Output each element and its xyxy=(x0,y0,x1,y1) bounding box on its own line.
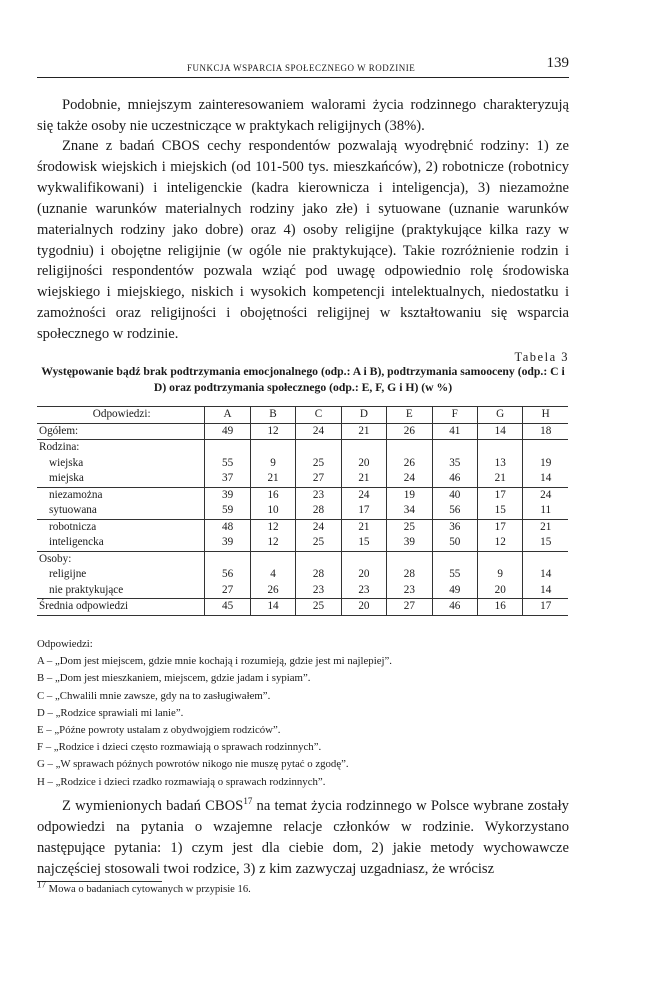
paragraph-3-rest: na temat życia rodzinnego w Polsce wybrane zostały odpowiedzi na pytania o wzajemne relacje członków w rodzinie. Wykorzystano następujące pytania: 1) czym jest dla ciebie dom, 2) jakie metody wychowawcze najczęściej stosowali twoi rodzice, 3) z kim zazwyczaj uzgadniasz, że wrócisz xyxy=(37,798,569,877)
page-number: 139 xyxy=(546,55,569,71)
cell: 25 xyxy=(296,599,341,616)
running-header xyxy=(37,55,569,78)
cell: 17 xyxy=(523,599,568,616)
cell: 55 xyxy=(432,567,477,583)
cell: 26 xyxy=(387,423,432,440)
legend-item: D – „Rodzice sprawiali mi lanie”. xyxy=(37,706,184,719)
cell: 15 xyxy=(341,535,386,551)
row-label: religijne xyxy=(49,568,87,580)
table-row xyxy=(37,599,568,616)
cell: 27 xyxy=(387,599,432,616)
cell: 49 xyxy=(205,423,250,440)
cell: 12 xyxy=(250,519,295,535)
cell: 23 xyxy=(341,583,386,599)
table-group-row xyxy=(37,440,568,456)
table-row xyxy=(37,471,568,487)
column-header: H xyxy=(523,407,568,424)
cell: 20 xyxy=(341,456,386,472)
table-header-label: Odpowiedzi: xyxy=(37,407,205,424)
cell: 28 xyxy=(387,567,432,583)
column-header: G xyxy=(478,407,523,424)
cell: 39 xyxy=(205,487,250,503)
row-label: niezamożna xyxy=(49,488,103,501)
cell: 19 xyxy=(387,487,432,503)
cell: 28 xyxy=(296,567,341,583)
cell: 35 xyxy=(432,456,477,472)
cell: 20 xyxy=(341,599,386,616)
footnote-text: Mowa o badaniach cytowanych w przypisie 16. xyxy=(48,884,251,895)
cell: 21 xyxy=(478,471,523,487)
column-header: C xyxy=(296,407,341,424)
cell: 23 xyxy=(387,583,432,599)
cell: 14 xyxy=(523,583,568,599)
cell: 24 xyxy=(296,519,341,535)
footnote xyxy=(37,879,251,895)
paragraph-3 xyxy=(37,796,569,880)
legend-item: C – „Chwalili mnie zawsze, gdy na to zasługiwałem”. xyxy=(37,689,271,702)
results-table xyxy=(37,406,568,616)
cell: 4 xyxy=(250,567,295,583)
cell: 12 xyxy=(250,535,295,551)
legend-item: A – „Dom jest miejscem, gdzie mnie kochają i rozumieją, gdzie jest mi najlepiej”. xyxy=(37,655,392,668)
table-row xyxy=(37,423,568,440)
cell: 13 xyxy=(478,456,523,472)
footnote-number: 17 xyxy=(37,879,46,890)
cell: 21 xyxy=(523,519,568,535)
row-label: Ogółem: xyxy=(37,423,205,440)
table-row xyxy=(37,567,568,583)
cell: 55 xyxy=(205,456,250,472)
legend-item: F – „Rodzice i dzieci często rozmawiają o sprawach rodzinnych”. xyxy=(37,741,322,754)
cell: 9 xyxy=(478,567,523,583)
cell: 18 xyxy=(523,423,568,440)
row-label: wiejska xyxy=(49,456,84,469)
cell: 15 xyxy=(523,535,568,551)
cell: 23 xyxy=(296,583,341,599)
cell: 10 xyxy=(250,503,295,519)
cell: 26 xyxy=(250,583,295,599)
legend-item: G – „W sprawach późnych powrotów nikogo nie muszę pytać o zgodę”. xyxy=(37,758,349,771)
table-label: Tabela 3 xyxy=(514,350,569,364)
legend-item: H – „Rodzice i dzieci rzadko rozmawiają o sprawach rodzinnych”. xyxy=(37,775,326,788)
cell: 16 xyxy=(250,487,295,503)
cell: 24 xyxy=(387,471,432,487)
table-row xyxy=(37,456,568,472)
group-label: Rodzina: xyxy=(39,441,80,453)
cell: 14 xyxy=(523,567,568,583)
table-row xyxy=(37,535,568,551)
paragraph-1: Podobnie, mniejszym zainteresowaniem walorami życia rodzinnego charakteryzują się także osoby nie uczestniczące w praktykach religijnych (38%). xyxy=(37,97,569,134)
table-row xyxy=(37,583,568,599)
cell: 56 xyxy=(205,567,250,583)
row-label: sytuowana xyxy=(37,503,205,519)
cell: 14 xyxy=(478,423,523,440)
cell: 12 xyxy=(478,535,523,551)
footnote-divider xyxy=(37,881,162,882)
column-header: F xyxy=(432,407,477,424)
cell: 39 xyxy=(205,535,250,551)
column-header: D xyxy=(341,407,386,424)
cell: 50 xyxy=(432,535,477,551)
legend-item: E – „Późne powroty ustalam z obydwojgiem rodziców”. xyxy=(37,724,281,737)
column-header: E xyxy=(387,407,432,424)
cell: 37 xyxy=(205,471,250,487)
cell: 39 xyxy=(387,535,432,551)
row-label: miejska xyxy=(37,471,205,487)
cell: 21 xyxy=(341,423,386,440)
cell: 15 xyxy=(478,503,523,519)
cell: 17 xyxy=(341,503,386,519)
legend-title: Odpowiedzi: xyxy=(37,638,93,650)
cell: 27 xyxy=(296,471,341,487)
cell: 46 xyxy=(432,471,477,487)
cell: 27 xyxy=(205,583,250,599)
cell: 9 xyxy=(250,456,295,472)
cell: 25 xyxy=(387,519,432,535)
cell: 14 xyxy=(523,471,568,487)
cell: 46 xyxy=(432,599,477,616)
cell: 21 xyxy=(341,519,386,535)
header-title: FUNKCJA WSPARCIA SPOŁECZNEGO W RODZINIE xyxy=(187,63,416,73)
group-label: Osoby: xyxy=(39,552,72,565)
cell: 48 xyxy=(205,519,250,535)
cell: 20 xyxy=(478,583,523,599)
cell: 49 xyxy=(432,583,477,599)
cell: 28 xyxy=(296,503,341,519)
table-header-row xyxy=(37,407,568,424)
cell: 45 xyxy=(205,599,250,616)
row-label: inteligencka xyxy=(37,535,205,551)
cell: 34 xyxy=(387,503,432,519)
cell: 36 xyxy=(432,519,477,535)
cell: 21 xyxy=(341,471,386,487)
paragraph-2: Znane z badań CBOS cechy respondentów pozwalają wyodrębnić rodziny: 1) ze środowisk wiejskich i miejskich (od 101-500 tys. mieszkańców), 2) robotnicze (robotnicy wykwalifikowani) i inteligenckie (kadra kierownicza i inteligencja), 3) niezamożne (uznanie warunków materialnych rodziny jako złe) i sytuowane (uznanie warunków materialnych rodziny jako dobre) oraz 4) osoby religijne (praktykujące kilka razy w tygodniu) i obojętne religijnie (w ogóle nie praktykujące). Takie rozróżnienie rodzin i religijności respondentów pozwala wziąć pod uwagę odpowiednio rolę środowiska wiejskiego i miejskiego, niskich i wysokich kompetencji intelektualnych, niedostatku i zamożności oraz religijności i obojętności religijnej w kształtowaniu się wsparcia społecznego w rodzinie. xyxy=(37,138,569,343)
table-caption: Występowanie bądź brak podtrzymania emocjonalnego (odp.: A i B), podtrzymania samooceny (odp.: C i D) oraz podtrzymania społecznego (odp.: E, F, G i H) (w %) xyxy=(41,365,565,394)
cell: 25 xyxy=(296,535,341,551)
table-row xyxy=(37,503,568,519)
cell: 12 xyxy=(250,423,295,440)
cell: 56 xyxy=(432,503,477,519)
row-label: Średnia odpowiedzi xyxy=(37,599,205,616)
table-row xyxy=(37,487,568,503)
cell: 26 xyxy=(387,456,432,472)
cell: 16 xyxy=(478,599,523,616)
cell: 14 xyxy=(250,599,295,616)
footnote-reference: 17 xyxy=(243,796,253,807)
row-label: robotnicza xyxy=(49,520,97,533)
cell: 41 xyxy=(432,423,477,440)
cell: 24 xyxy=(341,487,386,503)
cell: 17 xyxy=(478,519,523,535)
cell: 17 xyxy=(478,487,523,503)
table-row xyxy=(37,519,568,535)
cell: 11 xyxy=(523,503,568,519)
cell: 20 xyxy=(341,567,386,583)
cell: 21 xyxy=(250,471,295,487)
cell: 24 xyxy=(296,423,341,440)
table-legend xyxy=(37,636,569,791)
row-label: nie praktykujące xyxy=(37,583,205,599)
cell: 23 xyxy=(296,487,341,503)
legend-item: B – „Dom jest mieszkaniem, miejscem, gdzie jadam i sypiam”. xyxy=(37,672,311,685)
cell: 24 xyxy=(523,487,568,503)
column-header: A xyxy=(205,407,250,424)
cell: 40 xyxy=(432,487,477,503)
cell: 19 xyxy=(523,456,568,472)
paragraph-3-start: Z wymienionych badań CBOS xyxy=(62,798,244,814)
cell: 25 xyxy=(296,456,341,472)
cell: 59 xyxy=(205,503,250,519)
table-group-row xyxy=(37,551,568,567)
column-header: B xyxy=(250,407,295,424)
